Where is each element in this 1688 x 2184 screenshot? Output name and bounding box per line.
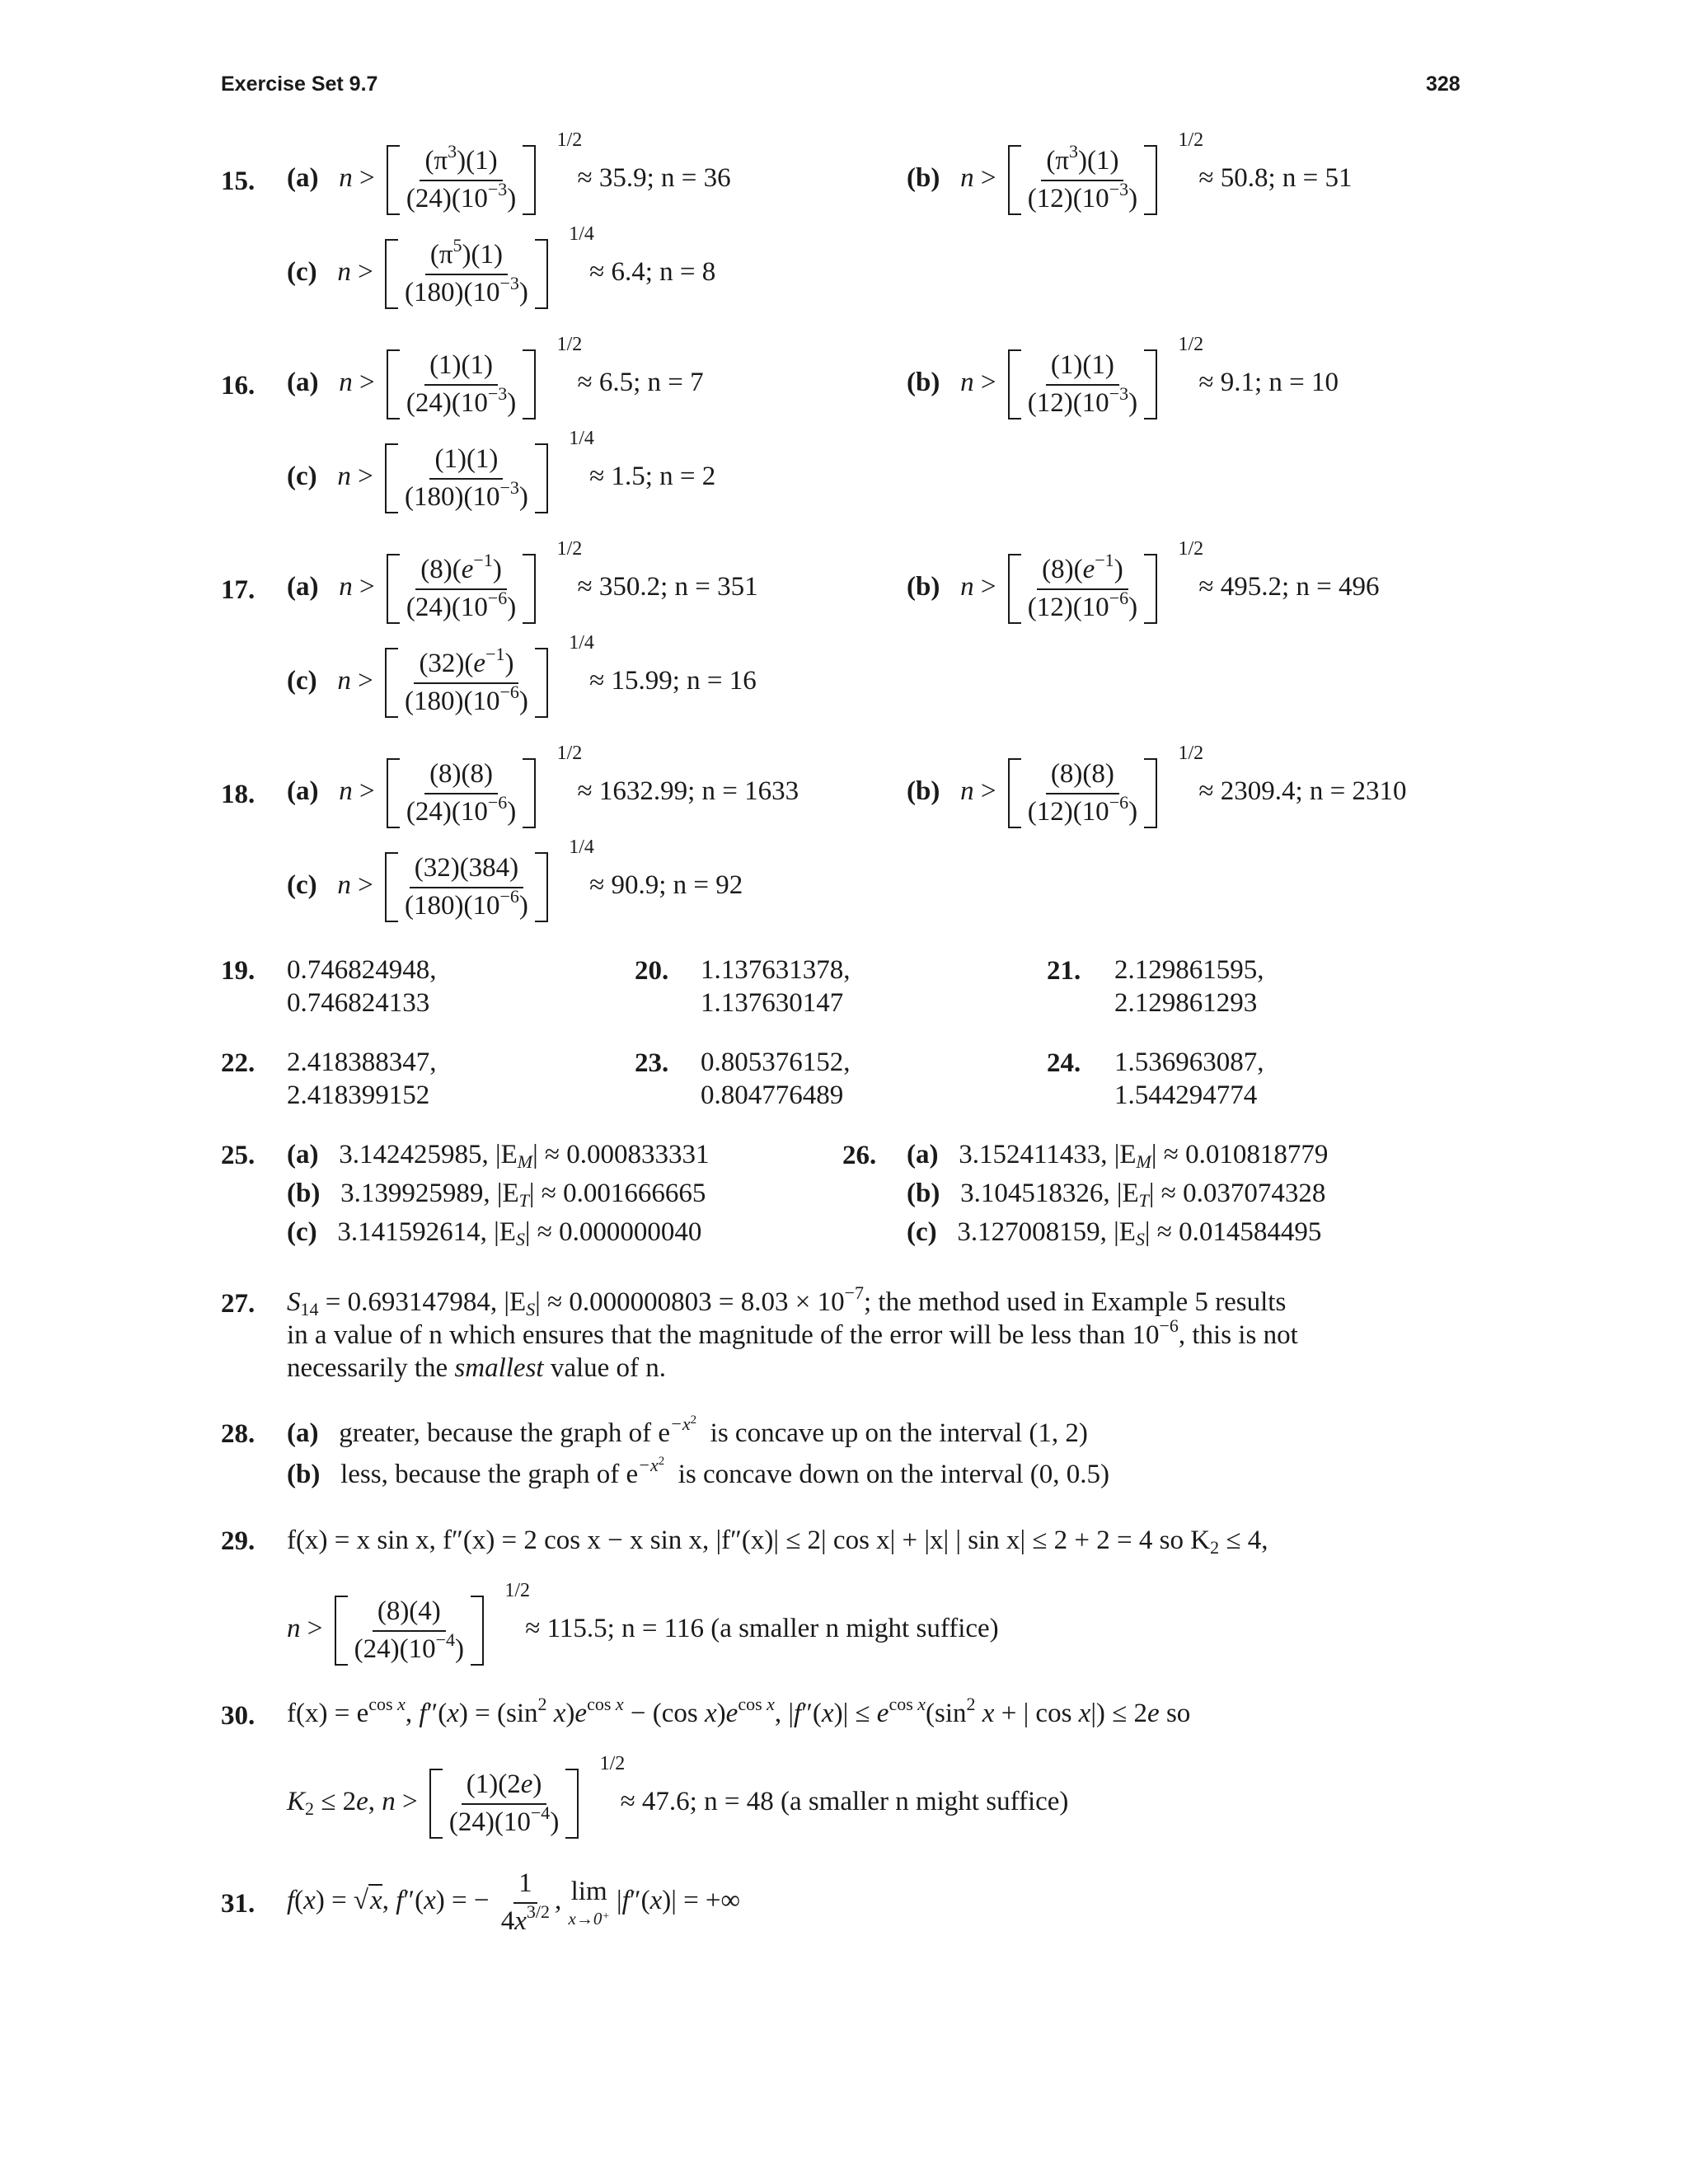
problem-number: 22. [221, 1048, 256, 1078]
problem-number: 21. [1047, 956, 1081, 986]
problem-20-value: 1.137630147 [701, 988, 844, 1018]
problem-number: 24. [1047, 1048, 1081, 1078]
problem-26a: (a) 3.152411433, $|E_M| \approx 0.010818779$ [907, 1140, 1329, 1172]
problem-23-value: 0.805376152, [701, 1047, 851, 1077]
problem-28a: (a) greater, because the graph of $e^{-x^2}$ is concave up on the interval (1, 2) [287, 1413, 1088, 1448]
problem-22-value: 2.418388347, [287, 1047, 437, 1077]
problem-22-value: 2.418399152 [287, 1080, 430, 1110]
problem-18a: (a) n > $\frac{(8)(8)}{(24)(10^{-6})}$ 1/2 ≈ 1632.99; n = 1633 [287, 758, 799, 828]
problem-16a: (a) n > $\frac{(1)(1)}{(24)(10^{-3})}$ 1/2 ≈ 6.5; n = 7 [287, 349, 704, 419]
problem-26c: (c) 3.127008159, $|E_S| \approx 0.014584495$ [907, 1217, 1322, 1249]
problem-18b: (b) n > $\frac{(8)(8)}{(12)(10^{-6})}$ 1/2 ≈ 2309.4; n = 2310 [907, 758, 1407, 828]
problem-25a: (a) 3.142425985, $|E_M| \approx 0.000833331$ [287, 1140, 710, 1172]
problem-number: 19. [221, 956, 256, 986]
problem-15a: (a) n > $\frac{(\pi^3)(1)}{(24)(10^{-3})}$ 1/2 ≈ 35.9; n = 36 [287, 145, 731, 215]
problem-21-value: 2.129861595, [1114, 955, 1264, 985]
problem-number: 29. [221, 1526, 256, 1556]
problem-24-value: 1.544294774 [1114, 1080, 1258, 1110]
problem-19-value: 0.746824133 [287, 988, 430, 1018]
problem-25b: (b) 3.139925989, $|E_T| \approx 0.001666665$ [287, 1179, 706, 1211]
page-number: 328 [1426, 73, 1461, 96]
problem-19-value: 0.746824948, [287, 955, 437, 985]
problem-21-value: 2.129861293 [1114, 988, 1258, 1018]
problem-number: 27. [221, 1289, 256, 1319]
problem-26b: (b) 3.104518326, $|E_T| \approx 0.037074328$ [907, 1179, 1326, 1211]
problem-number: 23. [635, 1048, 669, 1078]
problem-number: 30. [221, 1701, 256, 1731]
problem-number: 20. [635, 956, 669, 986]
problem-number: 16. [221, 371, 256, 401]
problem-29-line2: n > $\frac{(8)(4)}{(24)(10^{-4})}$ 1/2 ≈ 115.5; n = 116 (a smaller n might suffice) [287, 1596, 999, 1666]
problem-15b: (b) n > $\frac{(\pi^3)(1)}{(12)(10^{-3})}$ 1/2 ≈ 50.8; n = 51 [907, 145, 1353, 215]
section-title: Exercise Set 9.7 [221, 73, 378, 96]
problem-29-line1: f(x) = x sin x, f″(x) = 2 cos x − x sin x, |f″(x)| ≤ 2| cos x| + |x| | sin x| ≤ 2 + 2 = 4 so $K_2 \le 4$, [287, 1526, 1268, 1558]
problem-17c: (c) n > $\frac{(32)(e^{-1})}{(180)(10^{-6})}$ 1/4 ≈ 15.99; n = 16 [287, 648, 757, 718]
problem-30-line2: $K_2 \le 2e$, n > $\frac{(1)(2e)}{(24)(10^{-4})}$ 1/2 ≈ 47.6; n = 48 (a smaller n might suffice) [287, 1769, 1068, 1839]
problem-30-line1: $f(x) = e^{cos x}$, $f''(x) = (\sin^2$ $x)e^{cos x} - (\cos$ $x)e^{cos x}$, $|f''(x)| \le e^{cos x}(\sin^2$ x + | cos x|) ≤ 2e so [287, 1694, 1191, 1728]
problem-24-value: 1.536963087, [1114, 1047, 1264, 1077]
problem-number: 26. [842, 1141, 877, 1170]
problem-27-text: $S_{14} = 0.693147984$, $|E_S| \approx 0.000000803 = 8.03 \times 10^{-7}$; the method used in Example 5 results in a value of n which ensures that the magnitude of the error will be less than $10^{-6}$, this is not necessarily the smallest value of n. [287, 1282, 1298, 1383]
problem-16b: (b) n > $\frac{(1)(1)}{(12)(10^{-3})}$ 1/2 ≈ 9.1; n = 10 [907, 349, 1339, 419]
problem-number: 15. [221, 166, 256, 196]
problem-18c: (c) n > $\frac{(32)(384)}{(180)(10^{-6})}$ 1/4 ≈ 90.9; n = 92 [287, 852, 743, 922]
problem-17b: (b) n > $\frac{(8)(e^{-1})}{(12)(10^{-6})}$ 1/2 ≈ 495.2; n = 496 [907, 554, 1380, 624]
problem-31-line1: f(x) = √x, f″(x) = − $\frac{1}{4x^{3/2}}$ , lim x→0+ |f″(x)| = +∞ [287, 1868, 741, 1936]
problem-25c: (c) 3.141592614, $|E_S| \approx 0.000000040$ [287, 1217, 702, 1249]
problem-15c: (c) n > $\frac{(\pi^5)(1)}{(180)(10^{-3})}$ 1/4 ≈ 6.4; n = 8 [287, 239, 715, 309]
problem-28b: (b) less, because the graph of $e^{-x^2}$ is concave down on the interval (0, 0.5) [287, 1455, 1110, 1489]
problem-17a: (a) n > $\frac{(8)(e^{-1})}{(24)(10^{-6})}$ 1/2 ≈ 350.2; n = 351 [287, 554, 758, 624]
problem-23-value: 0.804776489 [701, 1080, 844, 1110]
problem-number: 17. [221, 575, 256, 605]
problem-number: 18. [221, 780, 256, 809]
problem-number: 25. [221, 1141, 256, 1170]
problem-16c: (c) n > $\frac{(1)(1)}{(180)(10^{-3})}$ 1/4 ≈ 1.5; n = 2 [287, 443, 715, 513]
problem-20-value: 1.137631378, [701, 955, 851, 985]
problem-number: 28. [221, 1419, 256, 1449]
problem-number: 31. [221, 1889, 256, 1919]
